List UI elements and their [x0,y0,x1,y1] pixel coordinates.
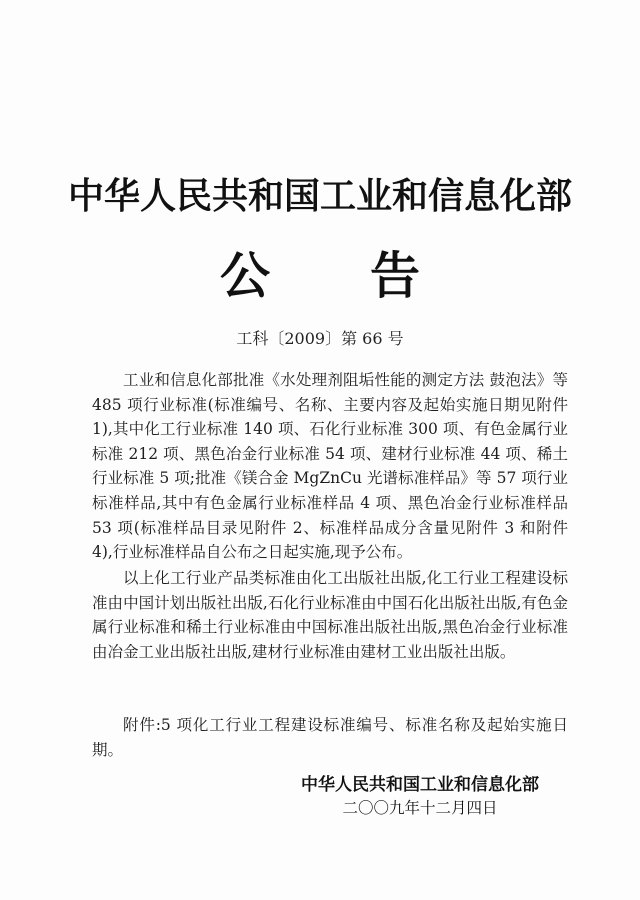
signature-date: 二〇〇九年十二月四日 [342,799,498,817]
body-paragraph-1 [92,368,568,565]
paragraph-2-text: 以上化工行业产品类标准由化工出版社出版,化工行业工程建设标准由中国计划出版社出版,石化行业标准由中国石化出版社出版,有色金属行业标准和稀土行业标准由中国标准出版社出版,黑色冶金行业标准由冶金工业出版社出版,建材行业标准由建材工业出版社出版。 [92,569,568,661]
document-type-heading: 公告 [220,247,520,305]
body-paragraph-3 [92,713,568,762]
paragraph-3-text: 附件:5 项化工行业工程建设标准编号、标准名称及起始实施日期。 [92,716,568,759]
issuer-title: 中华人民共和国工业和信息化部 [67,176,572,217]
paragraph-1-text: 工业和信息化部批准《水处理剂阻垢性能的测定方法 鼓泡法》等 485 项行业标准(标准编号、名称、主要内容及起始实施日期见附件 1),其中化工行业标准 140 项、石化行业标准 300 项、有色金属行业标准 212 项、黑色冶金行业标准 54 项、建材行业标准 44 项、稀土行业标准 5 项;批准《镁合金 MgZnCu 光谱标准样品》等 57 项行业标准样品,其中有色金属行业标准样品 4 项、黑色冶金行业标准样品 53 项(标准样品目录见附件 2、标准样品成分含量见附件 3 和附件 4),行业标准样品自公布之日起实施,现予公布。 [92,371,568,562]
signature-organization: 中华人民共和国工业和信息化部 [301,775,539,795]
document-number: 工科〔2009〕第 66 号 [236,329,404,348]
body-paragraph-2 [92,566,568,664]
